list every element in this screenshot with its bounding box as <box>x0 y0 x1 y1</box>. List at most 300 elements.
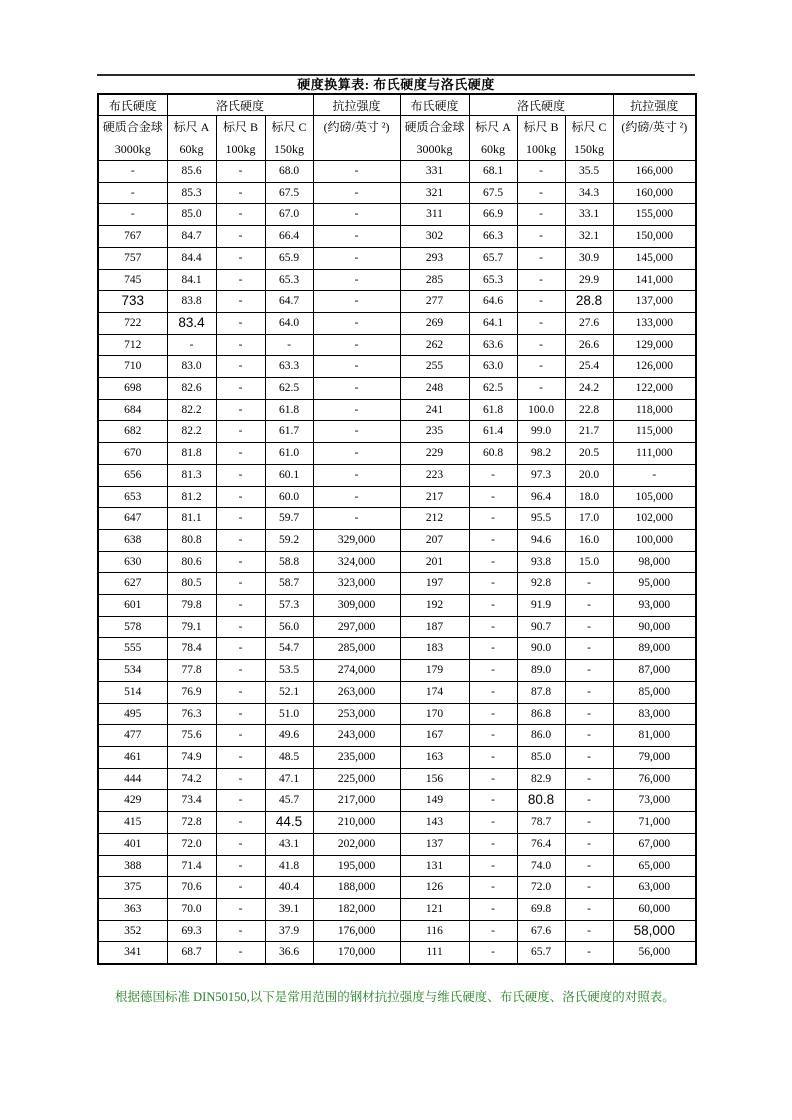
table-cell: - <box>313 399 400 421</box>
table-cell: 70.0 <box>167 898 216 920</box>
table-row <box>98 855 696 877</box>
table-cell: - <box>313 204 400 226</box>
table-cell: 54.7 <box>265 638 313 660</box>
table-cell: 81.8 <box>167 443 216 465</box>
table-cell: - <box>216 877 265 899</box>
table-cell: 64.1 <box>469 312 517 334</box>
table-cell: 84.7 <box>167 226 216 248</box>
table-cell: 477 <box>98 725 167 747</box>
table-cell: - <box>216 334 265 356</box>
table-row <box>98 312 696 334</box>
table-cell: 66.4 <box>265 226 313 248</box>
table-cell: - <box>517 291 565 313</box>
table-cell: 91.9 <box>517 595 565 617</box>
table-cell: - <box>565 768 613 790</box>
table-cell: - <box>313 334 400 356</box>
table-cell: 95.5 <box>517 508 565 530</box>
table-row <box>98 291 696 313</box>
table-cell: 48.5 <box>265 746 313 768</box>
table-cell: - <box>216 638 265 660</box>
table-cell: - <box>517 269 565 291</box>
table-cell: 51.0 <box>265 703 313 725</box>
table-cell: 363 <box>98 898 167 920</box>
table-cell: 27.6 <box>565 312 613 334</box>
table-cell: 80.8 <box>167 529 216 551</box>
table-cell: - <box>216 486 265 508</box>
table-cell: - <box>313 161 400 183</box>
table-cell: - <box>565 877 613 899</box>
table-cell: 137,000 <box>613 291 696 313</box>
table-cell: - <box>613 464 696 486</box>
table-cell: - <box>216 529 265 551</box>
table-cell: 85.0 <box>167 204 216 226</box>
table-cell: - <box>565 638 613 660</box>
table-cell: 90.7 <box>517 616 565 638</box>
table-cell: 20.0 <box>565 464 613 486</box>
table-cell: 72.8 <box>167 812 216 834</box>
table-cell: 241 <box>400 399 469 421</box>
table-cell: 733 <box>98 291 167 313</box>
table-cell: 297,000 <box>313 616 400 638</box>
table-row <box>98 920 696 942</box>
table-cell: - <box>216 464 265 486</box>
table-group-row <box>98 94 696 116</box>
column-group-header: 洛氏硬度 <box>469 94 613 116</box>
table-cell: 653 <box>98 486 167 508</box>
table-cell: - <box>216 616 265 638</box>
table-cell: 321 <box>400 182 469 204</box>
table-cell: 131 <box>400 855 469 877</box>
table-cell: 95,000 <box>613 573 696 595</box>
table-cell: 309,000 <box>313 595 400 617</box>
table-cell: 176,000 <box>313 920 400 942</box>
table-cell: 85.0 <box>517 746 565 768</box>
table-cell: 92.8 <box>517 573 565 595</box>
table-cell: 115,000 <box>613 421 696 443</box>
table-cell: 67.0 <box>265 204 313 226</box>
table-cell: - <box>216 182 265 204</box>
table-cell: - <box>216 833 265 855</box>
table-cell: - <box>313 291 400 313</box>
table-cell: - <box>565 681 613 703</box>
table-row <box>98 573 696 595</box>
table-row <box>98 942 696 964</box>
table-cell: 495 <box>98 703 167 725</box>
column-sub-header: (约磅/英寸 ²) <box>313 116 400 161</box>
table-cell: - <box>469 573 517 595</box>
table-row <box>98 681 696 703</box>
table-cell: 17.0 <box>565 508 613 530</box>
column-sub-header: 标尺 A 60kg <box>469 116 517 161</box>
table-cell: 174 <box>400 681 469 703</box>
table-cell: 82.9 <box>517 768 565 790</box>
table-cell: 444 <box>98 768 167 790</box>
table-header <box>98 94 696 161</box>
table-cell: 285 <box>400 269 469 291</box>
table-cell: 61.8 <box>265 399 313 421</box>
table-row <box>98 812 696 834</box>
table-cell: 15.0 <box>565 551 613 573</box>
table-cell: 29.9 <box>565 269 613 291</box>
table-cell: - <box>216 269 265 291</box>
table-cell: - <box>565 746 613 768</box>
table-cell: 99.0 <box>517 421 565 443</box>
table-row <box>98 551 696 573</box>
table-row <box>98 746 696 768</box>
table-cell: 98.2 <box>517 443 565 465</box>
table-cell: 63.6 <box>469 334 517 356</box>
table-cell: 68.7 <box>167 942 216 964</box>
table-cell: 68.0 <box>265 161 313 183</box>
table-cell: 87.8 <box>517 681 565 703</box>
table-cell: 76.4 <box>517 833 565 855</box>
table-cell: 137 <box>400 833 469 855</box>
column-group-header: 布氏硬度 <box>400 94 469 116</box>
table-cell: - <box>565 595 613 617</box>
table-cell: 195,000 <box>313 855 400 877</box>
table-cell: - <box>216 812 265 834</box>
table-cell: 58,000 <box>613 920 696 942</box>
table-cell: 85.6 <box>167 161 216 183</box>
table-row <box>98 226 696 248</box>
table-cell: 75.6 <box>167 725 216 747</box>
table-subheader-row <box>98 116 696 161</box>
table-cell: 49.6 <box>265 725 313 747</box>
table-cell: 80.8 <box>517 790 565 812</box>
table-cell: 84.1 <box>167 269 216 291</box>
table-cell: 82.6 <box>167 378 216 400</box>
table-cell: 263,000 <box>313 681 400 703</box>
table-cell: 160,000 <box>613 182 696 204</box>
table-cell: 28.8 <box>565 291 613 313</box>
table-cell: 67.6 <box>517 920 565 942</box>
table-row <box>98 638 696 660</box>
table-cell: 25.4 <box>565 356 613 378</box>
table-cell: 94.6 <box>517 529 565 551</box>
table-cell: 627 <box>98 573 167 595</box>
table-cell: 71.4 <box>167 855 216 877</box>
conversion-table <box>97 93 697 965</box>
table-cell: 461 <box>98 746 167 768</box>
table-row <box>98 443 696 465</box>
table-cell: - <box>216 790 265 812</box>
table-row <box>98 768 696 790</box>
table-cell: 79,000 <box>613 746 696 768</box>
table-cell: 76.3 <box>167 703 216 725</box>
table-cell: 745 <box>98 269 167 291</box>
table-cell: - <box>565 920 613 942</box>
table-cell: 62.5 <box>469 378 517 400</box>
table-cell: 58.8 <box>265 551 313 573</box>
table-cell: 682 <box>98 421 167 443</box>
table-cell: - <box>469 508 517 530</box>
table-cell: - <box>517 161 565 183</box>
table-cell: 85,000 <box>613 681 696 703</box>
table-cell: - <box>565 725 613 747</box>
table-cell: 121 <box>400 898 469 920</box>
table-cell: - <box>517 226 565 248</box>
table-cell: 82.2 <box>167 421 216 443</box>
table-cell: 30.9 <box>565 247 613 269</box>
table-row <box>98 833 696 855</box>
table-cell: - <box>517 204 565 226</box>
table-cell: 66.3 <box>469 226 517 248</box>
table-cell: 86.0 <box>517 725 565 747</box>
table-cell: - <box>313 312 400 334</box>
table-cell: - <box>167 334 216 356</box>
table-cell: 78.7 <box>517 812 565 834</box>
table-row <box>98 877 696 899</box>
table-cell: 62.5 <box>265 378 313 400</box>
table-cell: 35.5 <box>565 161 613 183</box>
table-cell: - <box>313 443 400 465</box>
table-cell: - <box>98 161 167 183</box>
table-cell: - <box>216 855 265 877</box>
table-cell: - <box>313 464 400 486</box>
table-cell: - <box>469 529 517 551</box>
table-cell: 202,000 <box>313 833 400 855</box>
table-cell: 145,000 <box>613 247 696 269</box>
table-cell: 647 <box>98 508 167 530</box>
table-cell: 217 <box>400 486 469 508</box>
table-cell: 197 <box>400 573 469 595</box>
table-cell: 555 <box>98 638 167 660</box>
table-cell: - <box>517 378 565 400</box>
column-group-header: 抗拉强度 <box>313 94 400 116</box>
table-cell: 375 <box>98 877 167 899</box>
table-cell: - <box>469 833 517 855</box>
table-row <box>98 247 696 269</box>
table-row <box>98 421 696 443</box>
table-row <box>98 182 696 204</box>
table-cell: 67.5 <box>469 182 517 204</box>
table-cell: 60.1 <box>265 464 313 486</box>
column-sub-header: 标尺 C 150kg <box>565 116 613 161</box>
table-cell: 67.5 <box>265 182 313 204</box>
table-cell: 210,000 <box>313 812 400 834</box>
table-cell: 59.2 <box>265 529 313 551</box>
table-cell: - <box>469 638 517 660</box>
table-cell: - <box>216 681 265 703</box>
table-cell: 684 <box>98 399 167 421</box>
table-cell: 182,000 <box>313 898 400 920</box>
table-cell: 243,000 <box>313 725 400 747</box>
table-cell: 167 <box>400 725 469 747</box>
table-cell: 223 <box>400 464 469 486</box>
table-cell: 274,000 <box>313 660 400 682</box>
table-cell: - <box>469 877 517 899</box>
table-cell: 81,000 <box>613 725 696 747</box>
table-cell: 83.0 <box>167 356 216 378</box>
table-cell: - <box>216 660 265 682</box>
table-cell: - <box>216 573 265 595</box>
table-cell: 24.2 <box>565 378 613 400</box>
table-cell: - <box>216 378 265 400</box>
table-row <box>98 725 696 747</box>
table-cell: - <box>565 660 613 682</box>
table-cell: 78.4 <box>167 638 216 660</box>
table-cell: 80.5 <box>167 573 216 595</box>
table-cell: 188,000 <box>313 877 400 899</box>
table-cell: 93,000 <box>613 595 696 617</box>
table-cell: - <box>216 508 265 530</box>
table-cell: 767 <box>98 226 167 248</box>
table-cell: - <box>216 161 265 183</box>
table-cell: 85.3 <box>167 182 216 204</box>
table-row <box>98 161 696 183</box>
table-cell: 710 <box>98 356 167 378</box>
table-cell: - <box>517 312 565 334</box>
table-cell: 64.0 <box>265 312 313 334</box>
table-cell: 331 <box>400 161 469 183</box>
table-cell: - <box>216 312 265 334</box>
table-cell: 170 <box>400 703 469 725</box>
table-cell: 578 <box>98 616 167 638</box>
table-row <box>98 790 696 812</box>
table-cell: 72.0 <box>167 833 216 855</box>
table-row <box>98 464 696 486</box>
table-row <box>98 595 696 617</box>
table-cell: 73,000 <box>613 790 696 812</box>
table-cell: 324,000 <box>313 551 400 573</box>
table-cell: 61.7 <box>265 421 313 443</box>
table-cell: 133,000 <box>613 312 696 334</box>
column-sub-header: 硬质合金球 3000kg <box>98 116 167 161</box>
table-cell: - <box>313 421 400 443</box>
table-cell: 64.7 <box>265 291 313 313</box>
table-cell: 44.5 <box>265 812 313 834</box>
table-cell: 155,000 <box>613 204 696 226</box>
table-cell: 89,000 <box>613 638 696 660</box>
table-cell: 129,000 <box>613 334 696 356</box>
table-cell: 61.8 <box>469 399 517 421</box>
table-cell: 143 <box>400 812 469 834</box>
table-cell: 69.8 <box>517 898 565 920</box>
table-cell: - <box>469 725 517 747</box>
table-row <box>98 269 696 291</box>
table-cell: 65.7 <box>517 942 565 964</box>
table-cell: 96.4 <box>517 486 565 508</box>
table-cell: 534 <box>98 660 167 682</box>
table-cell: - <box>469 920 517 942</box>
table-cell: 63,000 <box>613 877 696 899</box>
table-cell: 415 <box>98 812 167 834</box>
table-row <box>98 378 696 400</box>
table-cell: 82.2 <box>167 399 216 421</box>
table-cell: 26.6 <box>565 334 613 356</box>
table-cell: - <box>98 204 167 226</box>
table-cell: 71,000 <box>613 812 696 834</box>
table-cell: 81.1 <box>167 508 216 530</box>
table-cell: 79.8 <box>167 595 216 617</box>
table-cell: 187 <box>400 616 469 638</box>
footnote-text: 根据德国标准 DIN50150,以下是常用范围的钢材抗拉强度与维氏硬度、布氏硬度、洛氏硬度的对照表。 <box>115 990 675 1005</box>
table-row <box>98 334 696 356</box>
table-row <box>98 616 696 638</box>
table-cell: 84.4 <box>167 247 216 269</box>
table-cell: 323,000 <box>313 573 400 595</box>
table-cell: - <box>469 898 517 920</box>
table-cell: - <box>517 182 565 204</box>
table-cell: 698 <box>98 378 167 400</box>
table-cell: - <box>517 356 565 378</box>
table-cell: - <box>469 768 517 790</box>
table-cell: 47.1 <box>265 768 313 790</box>
table-cell: 69.3 <box>167 920 216 942</box>
table-cell: 32.1 <box>565 226 613 248</box>
table-cell: 111,000 <box>613 443 696 465</box>
table-cell: 255 <box>400 356 469 378</box>
table-cell: 89.0 <box>517 660 565 682</box>
table-cell: 93.8 <box>517 551 565 573</box>
table-cell: - <box>313 378 400 400</box>
table-cell: 57.3 <box>265 595 313 617</box>
table-cell: 21.7 <box>565 421 613 443</box>
column-group-header: 布氏硬度 <box>98 94 167 116</box>
table-cell: 77.8 <box>167 660 216 682</box>
table-cell: 61.0 <box>265 443 313 465</box>
table-row <box>98 508 696 530</box>
table-cell: - <box>216 399 265 421</box>
table-cell: 39.1 <box>265 898 313 920</box>
table-cell: - <box>216 898 265 920</box>
table-cell: 65,000 <box>613 855 696 877</box>
table-cell: - <box>517 247 565 269</box>
table-cell: - <box>216 920 265 942</box>
table-cell: 429 <box>98 790 167 812</box>
table-cell: - <box>469 551 517 573</box>
table-cell: 70.6 <box>167 877 216 899</box>
table-cell: 207 <box>400 529 469 551</box>
table-cell: - <box>565 790 613 812</box>
table-cell: 118,000 <box>613 399 696 421</box>
table-cell: 66.9 <box>469 204 517 226</box>
table-cell: - <box>469 790 517 812</box>
table-cell: 757 <box>98 247 167 269</box>
table-cell: - <box>565 942 613 964</box>
table-cell: 80.6 <box>167 551 216 573</box>
table-cell: 45.7 <box>265 790 313 812</box>
table-cell: 630 <box>98 551 167 573</box>
column-sub-header: 标尺 B 100kg <box>216 116 265 161</box>
table-body <box>98 161 696 965</box>
table-cell: 65.3 <box>265 269 313 291</box>
table-cell: - <box>469 616 517 638</box>
table-cell: 56.0 <box>265 616 313 638</box>
table-cell: - <box>565 855 613 877</box>
table-cell: 352 <box>98 920 167 942</box>
column-sub-header: 标尺 A 60kg <box>167 116 216 161</box>
table-cell: 235 <box>400 421 469 443</box>
table-cell: 262 <box>400 334 469 356</box>
table-cell: 34.3 <box>565 182 613 204</box>
table-cell: 116 <box>400 920 469 942</box>
table-cell: 72.0 <box>517 877 565 899</box>
table-cell: 18.0 <box>565 486 613 508</box>
table-cell: 81.3 <box>167 464 216 486</box>
table-cell: 126,000 <box>613 356 696 378</box>
table-cell: - <box>216 421 265 443</box>
table-cell: 67,000 <box>613 833 696 855</box>
table-cell: 122,000 <box>613 378 696 400</box>
table-cell: - <box>469 681 517 703</box>
table-cell: 76.9 <box>167 681 216 703</box>
table-cell: 61.4 <box>469 421 517 443</box>
table-cell: - <box>216 356 265 378</box>
table-cell: 63.0 <box>469 356 517 378</box>
table-cell: 97.3 <box>517 464 565 486</box>
table-cell: 156 <box>400 768 469 790</box>
